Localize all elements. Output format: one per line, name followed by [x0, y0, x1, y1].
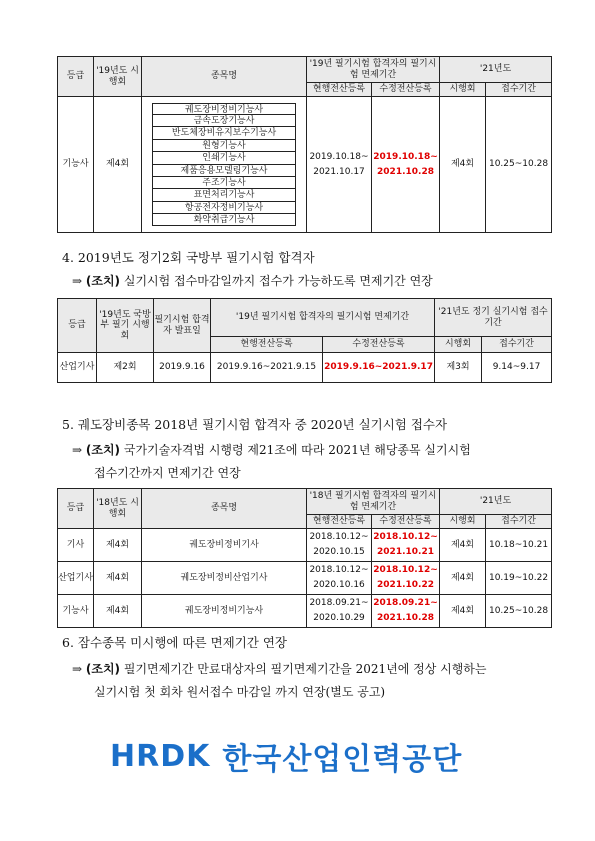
header-2021-round: 시행회 — [440, 515, 486, 529]
cell-2021-period: 10.18~10.21 — [486, 529, 552, 562]
header-2021-period: 접수기간 — [482, 337, 552, 353]
revised-end: 2021.10.28 — [377, 166, 434, 177]
logo-english: HRDK — [110, 738, 211, 774]
exemption-table-3 — [57, 488, 552, 628]
cell-grade: 기능사 — [58, 97, 94, 233]
action-text-line1: 필기면제기간 만료대상자의 필기면제기간을 2021년에 정상 시행하는 — [123, 662, 487, 676]
header-revised: 수정전산등록 — [372, 515, 440, 529]
item-name: 제품응용모델링기능사 — [152, 165, 296, 177]
action-label: (조치) — [85, 443, 121, 457]
item-name: 인쇄기능사 — [152, 152, 296, 164]
header-revised: 수정전산등록 — [323, 337, 435, 353]
header-2021-period: 접수기간 — [486, 83, 552, 97]
logo-korean: 한국산업인력공단 — [222, 742, 463, 777]
action-label: (조치) — [85, 662, 121, 676]
table-row — [58, 529, 552, 562]
action-text-line1: 국가기술자격법 시행령 제21조에 따라 2021년 해당종목 실기시험 — [123, 443, 471, 457]
header-round: '19년도 국방부 필기 시행회 — [97, 299, 154, 353]
current-end: 2021.10.17 — [313, 166, 365, 177]
header-2021: '21년도 — [440, 489, 552, 515]
action-text-line2: 접수기간까지 면제기간 연장 — [94, 466, 241, 480]
header-round: '18년도 시행회 — [94, 489, 142, 529]
header-current: 현행전산등록 — [307, 83, 372, 97]
header-items: 종목명 — [142, 489, 307, 529]
current-start: 2018.10.12~ — [309, 565, 369, 575]
revised-end: 2021.10.22 — [377, 580, 434, 590]
cell-grade: 산업기사 — [58, 353, 97, 383]
revised-start: 2018.10.12~ — [373, 532, 438, 542]
header-exempt-period: '19년 필기시험 합격자의 필기시험 면제기간 — [307, 57, 440, 83]
item-name: 화약취급기능사 — [152, 214, 296, 226]
current-start: 2018.09.21~ — [309, 598, 369, 608]
header-2021-round: 시행회 — [440, 83, 486, 97]
cell-round: 제2회 — [97, 353, 154, 383]
cell-round: 제4회 — [94, 529, 142, 562]
cell-current — [307, 595, 372, 628]
revised-start: 2019.10.18~ — [373, 151, 438, 162]
cell-revised — [372, 595, 440, 628]
exemption-table-1 — [57, 56, 552, 233]
header-grade: 등급 — [58, 57, 94, 97]
header-revised: 수정전산등록 — [372, 83, 440, 97]
cell-current — [307, 529, 372, 562]
arrow-icon: ⇒ — [72, 274, 83, 288]
header-2021: '21년도 정기 실기시험 접수기간 — [435, 299, 552, 337]
cell-2021-period: 10.25~10.28 — [486, 595, 552, 628]
cell-revised — [372, 97, 440, 233]
cell-items — [142, 97, 307, 233]
cell-round: 제4회 — [94, 97, 142, 233]
item-name: 궤도장비정비기능사 — [152, 103, 296, 115]
cell-2021-round: 제4회 — [440, 595, 486, 628]
cell-revised — [372, 562, 440, 595]
section-5-heading: 5. 궤도장비종목 2018년 필기시험 합격자 중 2020년 실기시험 접수자 — [62, 417, 448, 432]
header-items: 종목명 — [142, 57, 307, 97]
cell-revised — [372, 529, 440, 562]
header-current: 현행전산등록 — [211, 337, 323, 353]
current-end: 2020.10.15 — [313, 547, 365, 557]
action-label: (조치) — [85, 274, 121, 288]
current-start: 2019.10.18~ — [309, 151, 369, 162]
revised-start: 2018.09.21~ — [373, 598, 438, 608]
header-2021-period: 접수기간 — [486, 515, 552, 529]
item-name: 반도체장비유지보수기능사 — [152, 127, 296, 139]
cell-2021-round: 제4회 — [440, 529, 486, 562]
current-start: 2018.10.12~ — [309, 532, 369, 542]
arrow-icon: ⇒ — [72, 662, 83, 676]
section-6-heading: 6. 잠수종목 미시행에 따른 면제기간 연장 — [62, 635, 287, 650]
revised-start: 2018.10.12~ — [373, 565, 438, 575]
header-exempt-period: '18년 필기시험 합격자의 필기시험 면제기간 — [307, 489, 440, 515]
cell-2021-period: 9.14~9.17 — [482, 353, 552, 383]
item-name: 주조기능사 — [152, 177, 296, 189]
arrow-icon: ⇒ — [72, 443, 83, 457]
cell-2021-period: 10.25~10.28 — [486, 97, 552, 233]
cell-item: 궤도장비정비기사 — [142, 529, 307, 562]
section-6-note — [72, 658, 486, 704]
cell-announce: 2019.9.16 — [154, 353, 211, 383]
cell-2021-period: 10.19~10.22 — [486, 562, 552, 595]
cell-current — [307, 97, 372, 233]
item-name: 표면처리기능사 — [152, 189, 296, 201]
current-end: 2020.10.29 — [313, 613, 365, 623]
header-grade: 등급 — [58, 299, 97, 353]
section-5-note — [72, 439, 471, 485]
header-exempt-period: '19년 필기시험 합격자의 필기시험 면제기간 — [211, 299, 435, 337]
action-text-line2: 실기시험 첫 회차 원서접수 마감일 까지 연장(별도 공고) — [94, 685, 386, 699]
exemption-table-2 — [57, 298, 552, 383]
revised-end: 2021.10.21 — [377, 547, 434, 557]
cell-round: 제4회 — [94, 562, 142, 595]
header-current: 현행전산등록 — [307, 515, 372, 529]
table-row — [58, 562, 552, 595]
table-row — [58, 595, 552, 628]
item-name: 원형기능사 — [152, 140, 296, 152]
header-announce: 필기시험 합격자 발표일 — [154, 299, 211, 353]
hrdk-logo — [110, 738, 463, 777]
cell-revised: 2019.9.16~2021.9.17 — [323, 353, 435, 383]
item-name: 항공전자정비기능사 — [152, 202, 296, 214]
cell-current: 2019.9.16~2021.9.15 — [211, 353, 323, 383]
header-round: '19년도 시행회 — [94, 57, 142, 97]
cell-grade: 기사 — [58, 529, 94, 562]
cell-grade: 기능사 — [58, 595, 94, 628]
cell-grade: 산업기사 — [58, 562, 94, 595]
action-text: 실기시험 접수마감일까지 접수가 가능하도록 면제기간 연장 — [123, 274, 433, 288]
current-end: 2020.10.16 — [313, 580, 365, 590]
cell-2021-round: 제4회 — [440, 562, 486, 595]
revised-end: 2021.10.28 — [377, 613, 434, 623]
cell-round: 제4회 — [94, 595, 142, 628]
cell-item: 궤도장비정비산업기사 — [142, 562, 307, 595]
header-2021-round: 시행회 — [435, 337, 482, 353]
item-name: 금속도장기능사 — [152, 115, 296, 127]
cell-2021-round: 제3회 — [435, 353, 482, 383]
cell-2021-round: 제4회 — [440, 97, 486, 233]
cell-current — [307, 562, 372, 595]
header-grade: 등급 — [58, 489, 94, 529]
header-2021: '21년도 — [440, 57, 552, 83]
cell-item: 궤도장비정비기능사 — [142, 595, 307, 628]
section-4-note — [72, 272, 433, 289]
section-4-heading: 4. 2019년도 정기2회 국방부 필기시험 합격자 — [62, 250, 315, 265]
